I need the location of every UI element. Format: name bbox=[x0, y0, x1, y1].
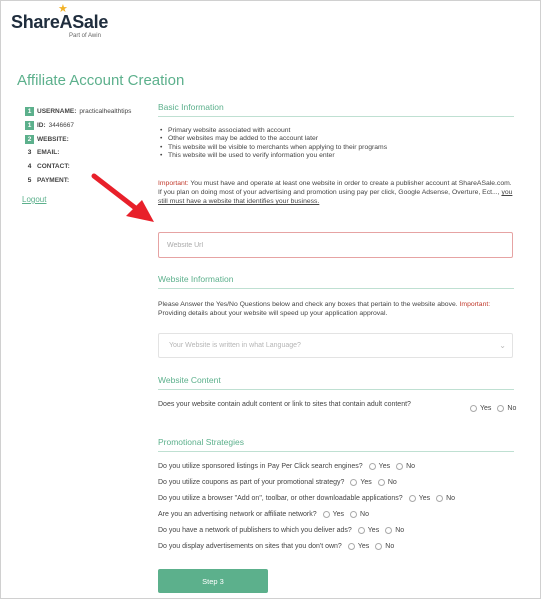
radio-label: No bbox=[385, 542, 395, 550]
display-ads-question bbox=[158, 540, 394, 552]
no-radio[interactable] bbox=[385, 527, 404, 534]
radio-circle[interactable] bbox=[470, 405, 477, 412]
radio-label: No bbox=[395, 526, 405, 534]
important-label: Important: bbox=[459, 301, 491, 308]
question-text: Do you display advertisements on sites that you don't own? bbox=[158, 542, 342, 550]
question-text: Do you utilize coupons as part of your promotional strategy? bbox=[158, 478, 345, 486]
yes-radio[interactable] bbox=[409, 495, 430, 502]
radio-circle[interactable] bbox=[358, 527, 365, 534]
step-number: 2 bbox=[25, 135, 34, 144]
radio-label: Yes bbox=[332, 510, 345, 518]
radio-circle[interactable] bbox=[350, 479, 357, 486]
red-arrow-annotation bbox=[88, 170, 160, 226]
adult-no-radio[interactable] bbox=[497, 405, 516, 412]
radio-label: Yes bbox=[378, 462, 391, 470]
step-website bbox=[25, 133, 150, 146]
radio-label: No bbox=[387, 478, 397, 486]
publisher-network-question bbox=[158, 524, 404, 536]
important-text: You must have and operate at least one website in order to create a publisher account at ShareASale.com. If you plan on doing most of your advertising and promotion using pay per click, Google Adsense, Overture, Ect..., bbox=[158, 180, 512, 197]
yes-radio[interactable] bbox=[358, 527, 379, 534]
radio-circle[interactable] bbox=[409, 495, 416, 502]
radio-circle[interactable] bbox=[436, 495, 443, 502]
coupons-question bbox=[158, 476, 397, 488]
brand-tagline: Part of Awin bbox=[69, 33, 101, 39]
list-item: • This website will be visible to merchants when applying to their programs bbox=[158, 144, 514, 152]
info-text: Providing details about your website will speed up your application approval. bbox=[158, 310, 388, 318]
select-placeholder: Your Website is written in what Language? bbox=[169, 342, 301, 349]
question-text: Do you have a network of publishers to which you deliver ads? bbox=[158, 526, 352, 534]
step-number: 4 bbox=[27, 163, 32, 171]
step-number: 1 bbox=[25, 107, 34, 116]
radio-label: Yes bbox=[367, 526, 380, 534]
step-number: 3 bbox=[27, 149, 32, 157]
website-information-heading: Website Information bbox=[158, 274, 514, 289]
step-number: 5 bbox=[27, 176, 32, 184]
step-number: 1 bbox=[25, 121, 34, 130]
radio-label: Yes bbox=[480, 405, 492, 412]
radio-label: No bbox=[507, 405, 517, 412]
star-icon: ★ bbox=[58, 3, 68, 15]
ad-network-question bbox=[158, 508, 369, 520]
radio-circle[interactable] bbox=[350, 511, 357, 518]
step-value: 3446667 bbox=[48, 121, 74, 129]
radio-label: No bbox=[446, 494, 456, 502]
info-text: Please Answer the Yes/No Questions below and check any boxes that pertain to the website above. bbox=[158, 301, 460, 308]
step-label: WEBSITE: bbox=[37, 135, 69, 143]
question-text: Are you an advertising network or affiliate network? bbox=[158, 510, 317, 518]
promotional-strategies-heading: Promotional Strategies bbox=[158, 437, 514, 452]
list-item: • Other websites may be added to the account later bbox=[158, 135, 514, 143]
step-email bbox=[25, 146, 150, 159]
step-label: CONTACT: bbox=[37, 163, 70, 171]
radio-label: No bbox=[360, 510, 369, 518]
radio-label: Yes bbox=[418, 494, 431, 502]
yes-radio[interactable] bbox=[350, 479, 371, 486]
yes-radio[interactable] bbox=[348, 543, 369, 550]
radio-label: No bbox=[406, 462, 416, 470]
important-underline-text: you still must have a website that identifies your business. bbox=[158, 189, 513, 206]
page-title: Affiliate Account Creation bbox=[17, 72, 185, 89]
step-value: practicalhealthtips bbox=[79, 108, 132, 115]
adult-content-question: Does your website contain adult content or link to sites that contain adult content? bbox=[158, 401, 411, 408]
list-item: • This website will be used to verify information you enter bbox=[158, 152, 514, 160]
no-radio[interactable] bbox=[436, 495, 455, 502]
no-radio[interactable] bbox=[350, 511, 369, 518]
ppc-question bbox=[158, 460, 415, 472]
basic-info-list bbox=[158, 127, 514, 160]
radio-circle[interactable] bbox=[378, 479, 385, 486]
brand-name: ShareASale bbox=[11, 12, 109, 32]
step-label: ID: bbox=[37, 121, 46, 129]
basic-information-heading: Basic Information bbox=[158, 102, 514, 117]
question-text: Do you utilize sponsored listings in Pay Per Click search engines? bbox=[158, 462, 363, 470]
yes-radio[interactable] bbox=[369, 463, 390, 470]
website-content-heading: Website Content bbox=[158, 375, 514, 390]
website-url-input[interactable] bbox=[158, 232, 513, 258]
question-text: Do you utilize a browser "Add on", toolbar, or other downloadable applications? bbox=[158, 494, 403, 502]
step-label: EMAIL: bbox=[37, 149, 60, 157]
radio-label: Yes bbox=[360, 478, 372, 486]
website-requirement-note bbox=[158, 179, 514, 207]
radio-circle[interactable] bbox=[348, 543, 355, 550]
step-3-button[interactable]: Step 3 bbox=[158, 569, 268, 593]
radio-circle[interactable] bbox=[385, 527, 392, 534]
radio-circle[interactable] bbox=[497, 405, 504, 412]
no-radio[interactable] bbox=[396, 463, 415, 470]
website-information-note bbox=[158, 300, 514, 318]
shareasale-logo[interactable] bbox=[11, 3, 121, 42]
list-item: • Primary website associated with account bbox=[158, 127, 514, 135]
yes-radio[interactable] bbox=[323, 511, 344, 518]
browser-addon-question bbox=[158, 492, 455, 504]
radio-circle[interactable] bbox=[369, 463, 376, 470]
step-id bbox=[25, 119, 150, 132]
step-username bbox=[25, 105, 150, 118]
step-label: PAYMENT: bbox=[37, 176, 70, 184]
radio-circle[interactable] bbox=[396, 463, 403, 470]
step-label: USERNAME: bbox=[37, 108, 77, 115]
no-radio[interactable] bbox=[375, 543, 394, 550]
important-label: Important: bbox=[158, 180, 189, 187]
radio-circle[interactable] bbox=[375, 543, 382, 550]
no-radio[interactable] bbox=[378, 479, 397, 486]
radio-label: Yes bbox=[357, 542, 370, 550]
website-language-select[interactable] bbox=[158, 333, 513, 358]
chevron-down-icon: ⌄ bbox=[499, 341, 506, 350]
adult-yes-radio[interactable] bbox=[470, 405, 491, 412]
adult-content-options bbox=[464, 405, 516, 412]
logout-link[interactable]: Logout bbox=[22, 195, 47, 204]
radio-circle[interactable] bbox=[323, 511, 330, 518]
